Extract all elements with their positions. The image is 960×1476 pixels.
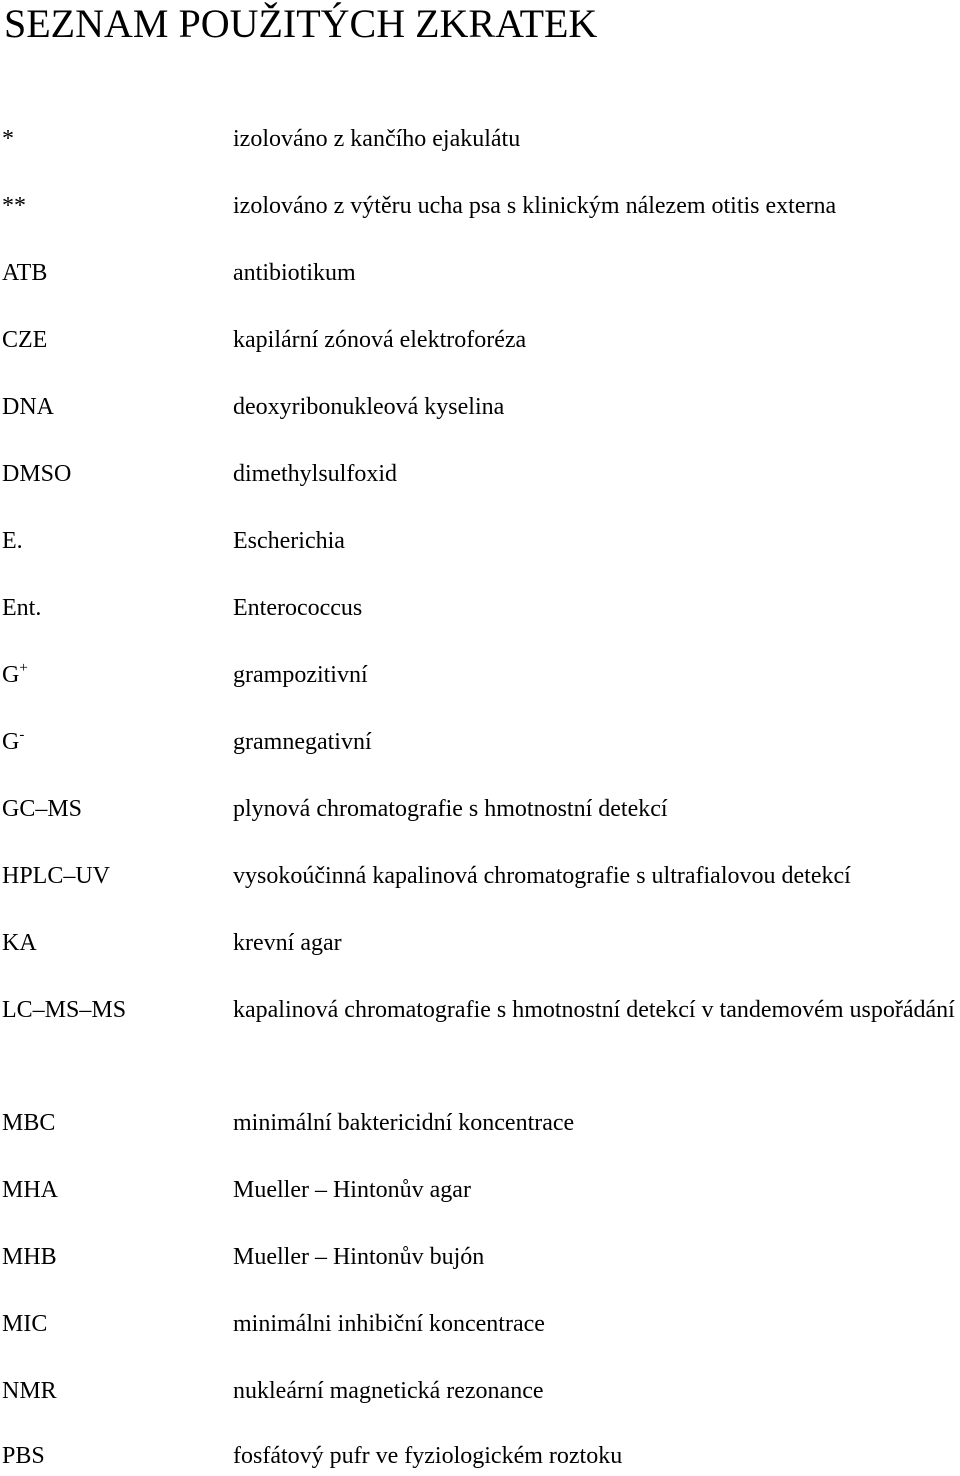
- abbreviation-row: [0, 1436, 960, 1476]
- abbreviation: MHB: [2, 1244, 57, 1270]
- abbreviation-row: [0, 856, 960, 896]
- definition: minimálni inhibiční koncentrace: [233, 1311, 545, 1337]
- definition: minimální baktericidní koncentrace: [233, 1110, 575, 1136]
- abbreviation-row: [0, 387, 960, 427]
- abbreviation: MBC: [2, 1110, 56, 1136]
- abbreviation: **: [2, 193, 26, 219]
- abbreviation: HPLC–UV: [2, 863, 111, 889]
- abbreviation: GC–MS: [2, 796, 83, 822]
- abbreviation: DNA: [2, 394, 54, 420]
- definition: kapalinová chromatografie s hmotnostní detekcí v tandemovém uspořádání: [233, 997, 955, 1023]
- definition: gramnegativní: [233, 729, 372, 755]
- abbreviation-row: [0, 186, 960, 226]
- abbreviation-row: [0, 923, 960, 963]
- definition: Mueller – Hintonův bujón: [233, 1244, 485, 1270]
- abbreviation: PBS: [2, 1443, 45, 1469]
- page-title: SEZNAM POUŽITÝCH ZKRATEK: [4, 1, 598, 46]
- abbreviation: E.: [2, 528, 23, 554]
- abbreviation-row: [0, 454, 960, 494]
- abbreviation: DMSO: [2, 461, 72, 487]
- abbreviation-superscript: -: [19, 727, 25, 743]
- abbreviation-row: [0, 1371, 960, 1411]
- abbreviation-superscript: +: [19, 660, 28, 676]
- definition: izolováno z výtěru ucha psa s klinickým nálezem otitis externa: [233, 193, 837, 219]
- definition: deoxyribonukleová kyselina: [233, 394, 505, 420]
- abbreviation: Ent.: [2, 595, 42, 621]
- abbreviation-row: [0, 722, 960, 762]
- abbreviation-base: G: [2, 662, 20, 688]
- definition: grampozitivní: [233, 662, 368, 688]
- abbreviation-row: [0, 1304, 960, 1344]
- definition: vysokoúčinná kapalinová chromatografie s ultrafialovou detekcí: [233, 863, 851, 889]
- abbreviation-row: [0, 521, 960, 561]
- definition: plynová chromatografie s hmotnostní detekcí: [233, 796, 668, 822]
- definition: Mueller – Hintonův agar: [233, 1177, 471, 1203]
- abbreviation-row: [0, 320, 960, 360]
- abbreviation: ATB: [2, 260, 48, 286]
- abbreviation: MIC: [2, 1311, 48, 1337]
- abbreviation-row: [0, 789, 960, 829]
- abbreviation-row: [0, 253, 960, 293]
- definition: Enterococcus: [233, 595, 363, 621]
- abbreviation-row: [0, 119, 960, 159]
- definition: kapilární zónová elektroforéza: [233, 327, 527, 353]
- abbreviation-row: [0, 655, 960, 695]
- definition: krevní agar: [233, 930, 342, 956]
- abbreviation-row: [0, 1103, 960, 1143]
- abbreviation-row: [0, 588, 960, 628]
- abbreviation-row: [0, 990, 960, 1080]
- abbreviation: [2, 722, 24, 765]
- definition: fosfátový pufr ve fyziologickém roztoku: [233, 1443, 623, 1469]
- abbreviation: CZE: [2, 327, 48, 353]
- definition: izolováno z kančího ejakulátu: [233, 126, 521, 152]
- abbreviation: MHA: [2, 1177, 59, 1203]
- definition: antibiotikum: [233, 260, 356, 286]
- abbreviation-base: G: [2, 729, 20, 755]
- abbreviation-row: [0, 1170, 960, 1210]
- abbreviation-row: [0, 1237, 960, 1277]
- abbreviation: NMR: [2, 1378, 57, 1404]
- definition: Escherichia: [233, 528, 345, 554]
- abbreviation: KA: [2, 930, 37, 956]
- abbreviation: LC–MS–MS: [2, 997, 127, 1023]
- definition: dimethylsulfoxid: [233, 461, 397, 487]
- abbreviation: [2, 655, 28, 698]
- abbreviation: *: [2, 126, 14, 152]
- definition: nukleární magnetická rezonance: [233, 1378, 544, 1404]
